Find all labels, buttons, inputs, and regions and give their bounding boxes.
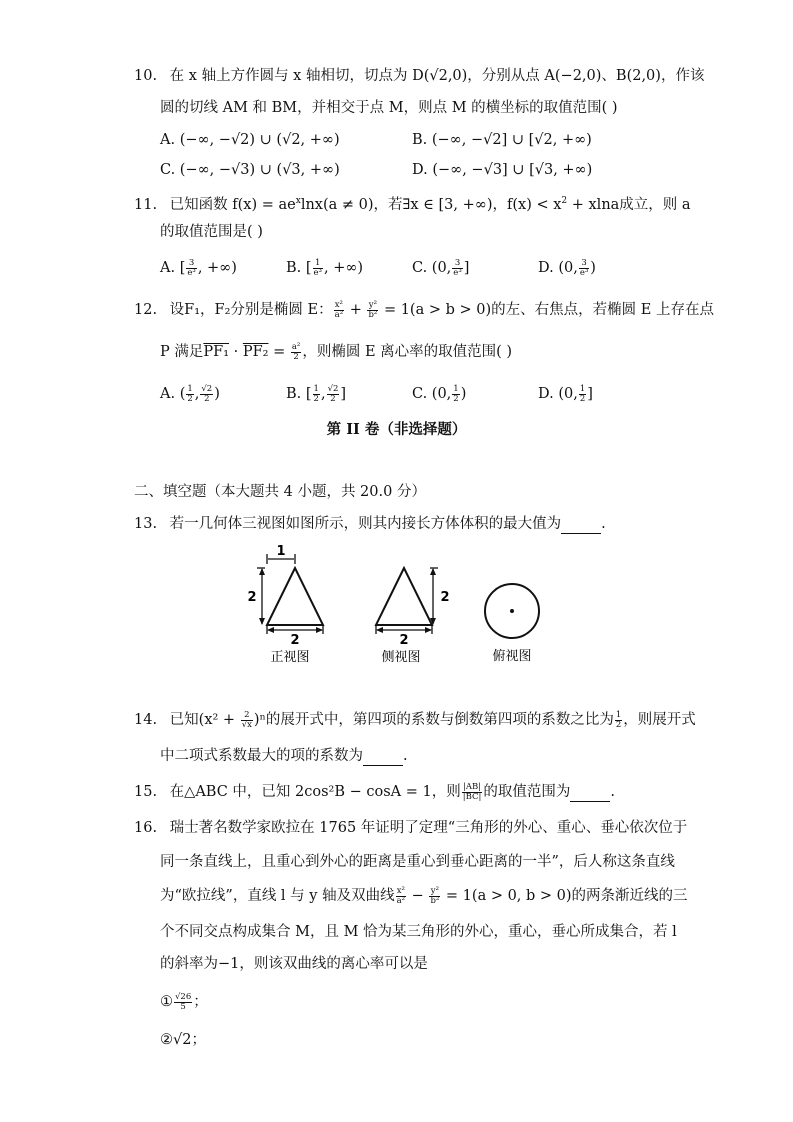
q11-option-a bbox=[160, 258, 237, 278]
q16-minus: − bbox=[407, 888, 429, 904]
q14-text-1a: 已知(x² + bbox=[169, 712, 240, 728]
q12-option-d bbox=[538, 384, 593, 404]
q16-line3 bbox=[160, 886, 688, 906]
q12-frac-3-den: 2 bbox=[293, 351, 299, 362]
q12-dot: · bbox=[229, 344, 243, 360]
q10-option-a: A. (−∞, −√2) ∪ (√2, +∞) bbox=[160, 132, 340, 148]
q15-frac-den: |BC| bbox=[462, 791, 482, 802]
q12-option-d-d: 2 bbox=[579, 393, 586, 404]
q11-option-b-den: e³ bbox=[313, 267, 322, 278]
side-view-triangle bbox=[376, 568, 432, 625]
q15-answer-blank bbox=[570, 787, 610, 802]
front-base-arrow-left bbox=[267, 627, 274, 633]
q11-text-1c: + xlna成立，则 a bbox=[567, 196, 691, 213]
q12-text-2b: ，则椭圆 E 离心率的取值范围( ) bbox=[302, 344, 513, 360]
q14-frac-term-den: √x bbox=[241, 719, 252, 730]
front-view bbox=[247, 544, 323, 665]
q13-number: 13. bbox=[134, 516, 158, 532]
q13-line bbox=[134, 514, 606, 534]
front-base-arrow-right bbox=[316, 627, 323, 633]
q10-line1 bbox=[134, 66, 704, 86]
three-view-figure bbox=[240, 540, 550, 670]
q16-text-5: 的斜率为−1，则该双曲线的离心率可以是 bbox=[160, 956, 428, 972]
q12-option-a-post: ) bbox=[214, 386, 220, 402]
q16-frac-2 bbox=[429, 887, 440, 906]
q16-option-1 bbox=[160, 992, 208, 1012]
q11-text-1a: 已知函数 f(x) = ae bbox=[169, 196, 296, 213]
q16-option-2 bbox=[160, 1030, 206, 1050]
q12-frac-3 bbox=[291, 343, 301, 362]
q14-frac-term bbox=[241, 711, 253, 730]
q11-option-a-num: 3 bbox=[186, 259, 196, 269]
q12-option-b-d2: 2 bbox=[330, 393, 336, 404]
front-view-label: 正视图 bbox=[270, 650, 310, 665]
top-view-center-dot bbox=[510, 609, 514, 613]
q12-frac-1 bbox=[334, 301, 344, 320]
front-view-triangle bbox=[267, 568, 323, 625]
q12-option-b-d1: 2 bbox=[313, 393, 319, 404]
q16-frac-2-num: y² bbox=[430, 885, 439, 896]
q12-option-b: B. [ $\frac{1}{2}$ , $\frac{√2}{2}$ ] bbox=[286, 383, 347, 404]
q11-option-d-frac bbox=[579, 259, 589, 278]
q12-option-c-frac bbox=[452, 385, 459, 404]
q16-option-1-den: 5 bbox=[180, 1001, 186, 1012]
q16-frac-1-den: a² bbox=[396, 895, 406, 906]
q14-text-1b: )ⁿ的展开式中，第四项的系数与倒数第四项的系数之比为 bbox=[253, 712, 614, 728]
q15-line bbox=[134, 782, 615, 802]
q16-text-3a: 为“欧拉线”，直线 l 与 y 轴及双曲线 bbox=[160, 888, 395, 904]
q16-number: 16. bbox=[134, 820, 158, 836]
q14-frac-ratio-den: 2 bbox=[615, 719, 622, 730]
q14-line1 bbox=[134, 710, 696, 730]
q11-option-c-frac bbox=[452, 259, 462, 278]
q12-option-a-frac-1 bbox=[186, 385, 193, 404]
q10-number: 10. bbox=[134, 68, 158, 84]
q12-option-a-pre: A. ( bbox=[160, 386, 186, 402]
q11-text-1b: lnx(a ≠ 0)，若∃x ∈ [3, +∞)，f(x) < x bbox=[300, 196, 562, 213]
q16-option-2-mark: ② bbox=[160, 1032, 173, 1048]
q14-text-2: 中二项式系数最大的项的系数为 bbox=[160, 748, 363, 764]
q12-option-d-post: ] bbox=[587, 386, 593, 402]
top-view bbox=[485, 584, 539, 664]
front-height-arrow-bottom bbox=[259, 618, 265, 625]
q11-option-b bbox=[286, 258, 363, 278]
q10-text-1: 在 x 轴上方作圆与 x 轴相切，切点为 D(√2,0)，分别从点 A(−2,0)、B(2,0)，作该 bbox=[169, 68, 705, 84]
q11-option-c bbox=[412, 258, 469, 278]
side-height-arrow-top bbox=[430, 568, 436, 575]
q11-option-a-post: , +∞) bbox=[197, 260, 237, 276]
q11-option-a-pre: A. [ bbox=[160, 260, 186, 276]
q12-option-d-n: 1 bbox=[579, 383, 586, 394]
q12-eq: = bbox=[268, 344, 290, 360]
q12-option-c bbox=[412, 384, 466, 404]
q13-answer-blank bbox=[561, 519, 601, 534]
q16-text-3b: = 1(a > 0, b > 0)的两条渐近线的三 bbox=[441, 888, 688, 904]
q10-option-b: B. (−∞, −√2] ∪ [√2, +∞) bbox=[412, 132, 592, 148]
q16-frac-1-num: x² bbox=[396, 885, 405, 896]
q12-option-d-frac bbox=[579, 385, 586, 404]
q16-text-4: 个不同交点构成集合 M，且 M 恰为某三角形的外心，重心，垂心所成集合，若 l bbox=[160, 924, 677, 940]
q11-option-b-frac bbox=[313, 259, 323, 278]
front-top-dim-label: 1 bbox=[276, 544, 286, 559]
q14-text-1c: ，则展开式 bbox=[623, 712, 696, 728]
q16-option-1-mark: ① bbox=[160, 994, 173, 1010]
q12-text-1b: = 1(a > b > 0)的左、右焦点，若椭圆 E 上存在点 bbox=[379, 302, 714, 318]
q16-option-2-end: ； bbox=[191, 1032, 206, 1048]
q14-frac-ratio-num: 1 bbox=[615, 709, 622, 720]
q12-option-a: A. ( $\frac{1}{2}$ , $\frac{√2}{2}$ ) bbox=[160, 383, 220, 404]
q16-text-1: 瑞士著名数学家欧拉在 1765 年证明了定理“三角形的外心、重心、垂心依次位于 bbox=[169, 820, 688, 836]
q11-sup-2: 2 bbox=[561, 196, 568, 206]
q11-option-d-den: e³ bbox=[579, 267, 589, 278]
q12-option-b-frac-2 bbox=[327, 385, 340, 404]
front-height-arrow-top bbox=[259, 568, 265, 575]
q13-text: 若一几何体三视图如图所示，则其内接长方体体积的最大值为 bbox=[169, 516, 562, 532]
q16-line1 bbox=[134, 818, 687, 838]
side-view-label: 侧视图 bbox=[381, 650, 421, 665]
q11-option-b-num: 1 bbox=[313, 259, 323, 269]
q11-option-d-num: 3 bbox=[579, 259, 589, 269]
q14-frac-ratio bbox=[615, 711, 622, 730]
q14-answer-blank bbox=[363, 751, 403, 766]
q16-option-1-frac bbox=[174, 993, 192, 1012]
q12-option-c-d: 2 bbox=[453, 393, 459, 404]
q11-option-c-num: 3 bbox=[452, 259, 462, 269]
q12-option-a-d2: 2 bbox=[204, 393, 210, 404]
q12-vector-pf1: PF₁ bbox=[203, 344, 230, 360]
q12-line1 bbox=[134, 300, 714, 320]
q12-option-a-n1: 1 bbox=[187, 383, 193, 394]
q15-text-1: 在△ABC 中，已知 2cos²B − cosA = 1，则 bbox=[169, 784, 461, 800]
q12-text-1a: 设F₁，F₂分别是椭圆 E： bbox=[169, 302, 333, 318]
q11-number: 11. bbox=[134, 196, 158, 213]
q11-line1 bbox=[134, 191, 691, 215]
q12-option-d-pre: D. (0, bbox=[538, 386, 578, 402]
q12-option-b-post: ] bbox=[340, 386, 347, 402]
q10-option-d: D. (−∞, −√3] ∪ [√3, +∞) bbox=[412, 162, 593, 178]
q12-option-c-n: 1 bbox=[453, 383, 459, 394]
q12-frac-2 bbox=[367, 301, 378, 320]
q15-number: 15. bbox=[134, 784, 158, 800]
q12-option-b-pre: B. [ bbox=[286, 386, 312, 402]
q12-text-2a: P 满足 bbox=[160, 344, 204, 360]
q12-line2 bbox=[160, 342, 512, 362]
q12-option-a-frac-2 bbox=[200, 385, 213, 404]
q11-option-c-den: e³ bbox=[453, 267, 462, 278]
q11-option-a-den: e³ bbox=[187, 267, 196, 278]
q16-frac-2-den: b² bbox=[430, 895, 440, 906]
side-height-label: 2 bbox=[440, 590, 450, 605]
q11-text-2: 的取值范围是( ) bbox=[160, 224, 263, 240]
q11-option-d bbox=[538, 258, 596, 278]
q15-text-2: 的取值范围为 bbox=[483, 784, 571, 800]
q12-frac-1-num: x² bbox=[334, 299, 343, 310]
q11-option-b-pre: B. [ bbox=[286, 260, 312, 276]
side-base-arrow-right bbox=[425, 627, 432, 633]
q12-option-c-pre: C. (0, bbox=[412, 386, 452, 402]
q12-option-a-d1: 2 bbox=[187, 393, 193, 404]
q10-option-c: C. (−∞, −√3) ∪ (√3, +∞) bbox=[160, 162, 340, 178]
q15-frac bbox=[462, 783, 483, 802]
q12-frac-3-num: a² bbox=[291, 341, 301, 352]
q11-option-d-post: ) bbox=[590, 260, 596, 276]
q16-option-1-num: √26 bbox=[175, 991, 192, 1002]
q12-option-b-n1: 1 bbox=[313, 383, 319, 394]
q11-option-a-frac bbox=[186, 259, 196, 278]
front-base-label: 2 bbox=[290, 633, 300, 648]
q14-number: 14. bbox=[134, 712, 158, 728]
q12-frac-1-den: a² bbox=[334, 309, 344, 320]
q12-option-c-post: ) bbox=[460, 386, 467, 402]
q11-option-d-pre: D. (0, bbox=[538, 260, 578, 276]
top-view-label: 俯视图 bbox=[492, 649, 532, 664]
front-height-label: 2 bbox=[247, 590, 257, 605]
q10-text-2: 圆的切线 AM 和 BM，并相交于点 M，则点 M 的横坐标的取值范围( ) bbox=[160, 100, 618, 116]
q12-vector-pf2: PF₂ bbox=[242, 344, 269, 360]
q12-plus: + bbox=[345, 302, 367, 318]
q12-frac-2-num: y² bbox=[368, 299, 378, 310]
side-view bbox=[376, 568, 450, 665]
q14-line2 bbox=[160, 746, 408, 766]
q11-option-b-post: , +∞) bbox=[323, 260, 364, 276]
q16-frac-1 bbox=[396, 887, 406, 906]
q12-option-b-frac-1 bbox=[313, 385, 320, 404]
q12-frac-2-den: b² bbox=[368, 309, 378, 320]
q11-option-c-post: ] bbox=[463, 260, 470, 276]
q15-end: . bbox=[610, 784, 615, 800]
section-two-heading: 二、填空题（本大题共 4 小题，共 20.0 分） bbox=[134, 484, 426, 500]
q12-option-b-n2: √2 bbox=[327, 383, 339, 394]
q11-option-c-pre: C. (0, bbox=[412, 260, 452, 276]
q12-option-a-n2: √2 bbox=[201, 383, 213, 394]
part-two-title: 第 II 卷（非选择题） bbox=[326, 421, 467, 438]
q13-end: . bbox=[601, 516, 606, 532]
q16-option-1-end: ； bbox=[193, 994, 208, 1010]
q14-end: . bbox=[403, 748, 408, 764]
q16-option-2-value: √2 bbox=[173, 1032, 192, 1048]
q11-sup-x: x bbox=[295, 196, 301, 206]
side-base-arrow-left bbox=[376, 627, 383, 633]
q14-frac-term-num: 2 bbox=[241, 711, 253, 721]
q16-text-2: 同一条直线上，且重心到外心的距离是重心到垂心距离的一半”，后人称这条直线 bbox=[160, 854, 675, 870]
q15-frac-num: |AB| bbox=[463, 781, 482, 792]
side-base-label: 2 bbox=[399, 633, 409, 648]
q12-number: 12. bbox=[134, 302, 158, 318]
